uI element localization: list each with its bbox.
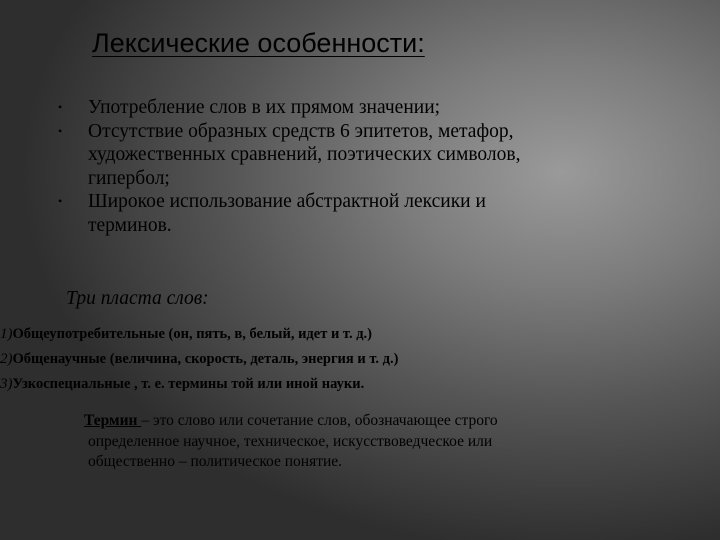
bullet-text-line: Отсутствие образных средств 6 эпитетов, метафор, xyxy=(88,120,514,142)
bullet-dot-icon: • xyxy=(58,100,63,114)
definition-text: – это слово или сочетание слов, обозначающее строго xyxy=(141,412,498,429)
slide-title: Лексические особенности: xyxy=(92,28,425,58)
word-layer-item xyxy=(0,322,715,347)
bullet-text-line: Широкое использование абстрактной лексики и xyxy=(88,191,486,213)
word-layers-list xyxy=(0,322,715,397)
definition-term: Термин xyxy=(84,412,142,429)
definition-line: общественно – политическое понятие. xyxy=(88,453,343,470)
bullet-item xyxy=(58,120,668,191)
layer-number: 1) xyxy=(0,326,13,342)
bullet-item xyxy=(58,96,668,120)
layer-text: Общенаучные (величина, скорость, деталь, энергия и т. д.) xyxy=(12,351,399,367)
word-layer-item xyxy=(0,347,715,372)
bullet-list xyxy=(58,96,668,238)
layer-text: Узкоспециальные , т. е. термины той или иной науки. xyxy=(12,376,365,392)
subheading: Три пласта слов: xyxy=(66,288,209,309)
layer-text: Общеупотребительные (он, пять, в, белый, идет и т. д.) xyxy=(12,326,372,342)
layer-number: 3) xyxy=(0,376,13,392)
bullet-dot-icon: • xyxy=(58,194,63,209)
bullet-dot-icon: • xyxy=(58,123,63,138)
bullet-text: Употребление слов в их прямом значении; xyxy=(88,97,441,118)
definition-line: определенное научное, техническое, искусствоведческое или xyxy=(88,432,493,450)
definition-line xyxy=(84,411,648,432)
bullet-text-line: гипербол; xyxy=(88,167,170,189)
bullet-text-line: художественных сравнений, поэтических символов, xyxy=(88,144,521,166)
bullet-item xyxy=(58,190,668,237)
word-layer-item xyxy=(0,372,715,397)
layer-number: 2) xyxy=(0,351,13,367)
term-definition xyxy=(84,411,648,473)
bullet-text-line: терминов. xyxy=(88,214,172,236)
